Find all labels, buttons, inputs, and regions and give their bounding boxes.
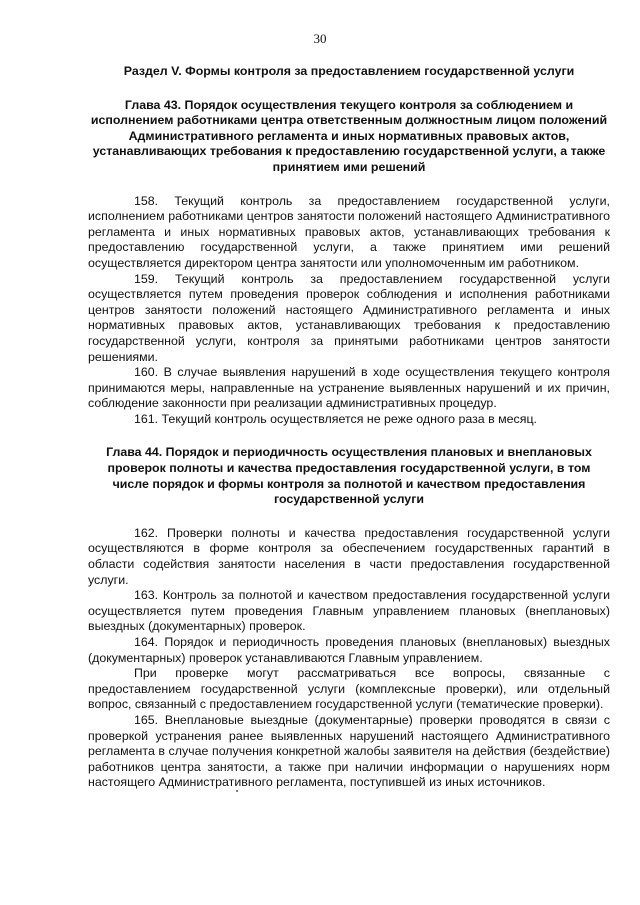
paragraph-163: 163. Контроль за полнотой и качеством предоставления государственной услуги осуществляется путем проведения Главным управлением плановых (внеплановых) выездных (документарных) проверок. xyxy=(88,588,610,634)
paragraph-164-continued: При проверке могут рассматриваться все вопросы, связанные с предоставлением государственной услуги (комплексные проверки), или отдельный вопрос, связанный с предоставлением государственной услуги (тематические проверки). xyxy=(88,666,610,712)
paragraph-161: 161. Текущий контроль осуществляется не реже одного раза в месяц. xyxy=(134,411,538,426)
scan-speck xyxy=(236,790,238,792)
paragraph-160: 160. В случае выявления нарушений в ходе осуществления текущего контроля принимаются меры, направленные на устранение выявленных нарушений и их причин, соблюдение законности при реализации административных процедур. xyxy=(88,365,610,411)
paragraph-159: 159. Текущий контроль за предоставлением государственной услуги осуществляется путем проведения проверок соблюдения и исполнения работниками центров занятости положений настоящего Административного регламента и иных нормативных правовых актов, устанавливающих требования к предоставлению государственной услуги, контроля за принятыми работниками центров занятости решениями. xyxy=(88,271,610,364)
page-number: 30 xyxy=(313,31,327,46)
paragraph-158: 158. Текущий контроль за предоставлением государственной услуги, исполнением работниками центров занятости положений настоящего Административного регламента и иных нормативных правовых актов, устанавливающих требования к предоставлению государственной услуги, а также принятием ими решений осуществляется директором центра занятости или уполномоченным им работником. xyxy=(88,193,610,270)
chapter-title: Глава 43. Порядок осуществления текущего контроля за соблюдением и исполнением работниками центра ответственным должностным лицом положений Административного регламента и иных нормативных правовых актов, устанавливающих требования к предоставлению государственной услуги, а также принятием ими решений xyxy=(90,97,608,174)
paragraph-165: 165. Внеплановые выездные (документарные) проверки проводятся в связи с проверкой устранения ранее выявленных нарушений настоящего Административного регламента в случае получения конкретной жалобы заявителя на действия (бездействие) работников центра занятости, а также при наличии информации о нарушениях норм настоящего Административного регламента, поступившей из иных источников. xyxy=(88,712,610,790)
chapter-title: Глава 44. Порядок и периодичность осуществления плановых и внеплановых проверок полноты и качества предоставления государственной услуги, в том числе порядок и формы контроля за полнотой и качеством предоставления государственной услуги xyxy=(106,445,592,507)
section-title: Раздел V. Формы контроля за предоставлением государственной услуги xyxy=(123,64,575,78)
paragraph-162: 162. Проверки полноты и качества предоставления государственной услуги осуществляются в форме контроля за обеспечением государственных гарантий в области содействия занятости населения в части предоставления государственной услуги. xyxy=(88,525,610,587)
paragraph-164: 164. Порядок и периодичность проведения плановых (внеплановых) выездных (документарных) проверок устанавливаются Главным управлением. xyxy=(88,635,610,665)
document-body xyxy=(88,64,610,791)
